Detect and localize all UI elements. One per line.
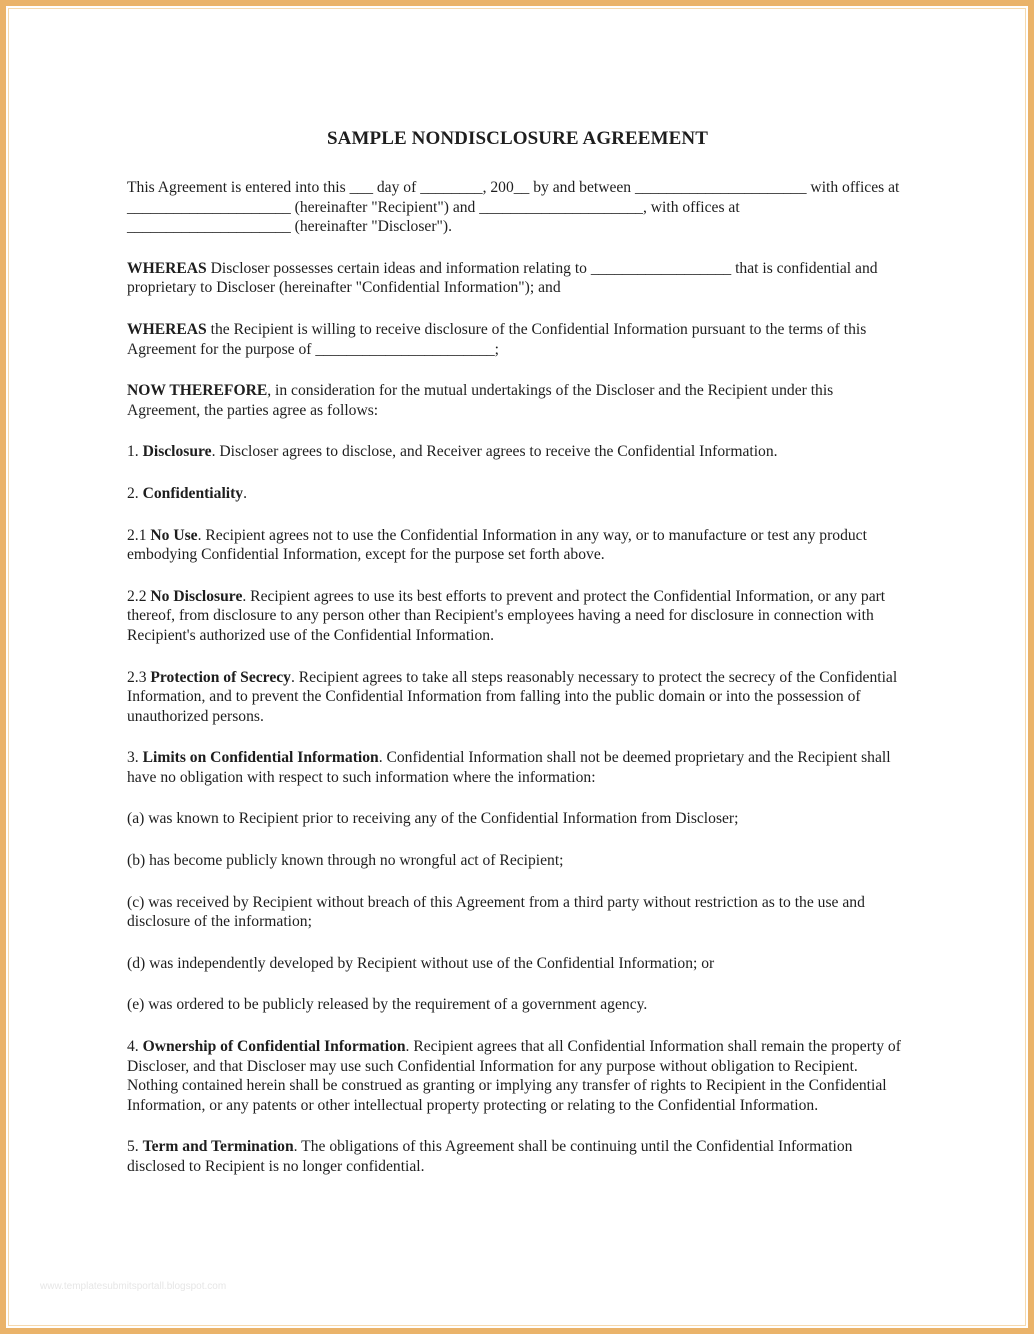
section-2-3-text: . Recipient agrees to take all steps reasonably necessary to protect the secrecy of the Confidential Information, and to prevent the Confidential Information from falling into the public domain or into the possession of unauthorized persons. bbox=[127, 668, 898, 725]
section-2-number: 2. bbox=[127, 484, 143, 502]
section-2-confidentiality bbox=[127, 484, 902, 504]
whereas-lead-2: WHEREAS bbox=[127, 320, 207, 338]
whereas-paragraph-1 bbox=[127, 259, 902, 298]
section-4-number: 4. bbox=[127, 1038, 143, 1056]
section-3-limits bbox=[127, 748, 902, 787]
section-5-text: . The obligations of this Agreement shall be continuing until the Confidential Information disclosed to Recipient is no longer confidential. bbox=[127, 1138, 853, 1175]
section-2-1-text: . Recipient agrees not to use the Confidential Information in any way, or to manufacture or test any product embodying Confidential Information, except for the purpose set forth above. bbox=[127, 526, 867, 564]
section-2-3-number: 2.3 bbox=[127, 668, 151, 686]
section-2-2-no-disclosure bbox=[127, 587, 902, 646]
section-2-1-no-use bbox=[127, 526, 902, 565]
section-2-3-heading: Protection of Secrecy bbox=[150, 668, 291, 686]
section-5-heading: Term and Termination bbox=[142, 1138, 294, 1156]
section-2-text: . bbox=[243, 484, 247, 502]
section-4-ownership bbox=[127, 1037, 902, 1115]
whereas-text-2: the Recipient is willing to receive disclosure of the Confidential Information pursuant to the terms of this Agreement for the purpose of _______________________; bbox=[127, 320, 867, 358]
intro-paragraph: This Agreement is entered into this ___ day of ________, 200__ by and between ______________________ with offices at _____________________ (hereinafter "Recipient") and _____________________, with offices at _____________________ (hereinafter "Discloser"). bbox=[127, 179, 900, 236]
section-4-text: . Recipient agrees that all Confidential Information shall remain the property of Discloser, and that Discloser may use such Confidential Information for any purpose without obligation to Recipient. Nothing contained herein shall be construed as granting or implying any transfer of rights to Recipient in the Confidential Information, or any patents or other intellectual property protecting or relating to the Confidential Information. bbox=[127, 1038, 901, 1114]
list-item-c: (c) was received by Recipient without breach of this Agreement from a third party without restriction as to the use and disclosure of the information; bbox=[127, 893, 865, 931]
whereas-paragraph-2 bbox=[127, 320, 902, 359]
section-1-number: 1. bbox=[127, 443, 143, 461]
section-2-1-heading: No Use bbox=[150, 526, 198, 544]
section-1-text: . Discloser agrees to disclose, and Receiver agrees to receive the Confidential Information. bbox=[211, 443, 778, 461]
whereas-text-1: Discloser possesses certain ideas and information relating to __________________ that is confidential and proprietary to Discloser (hereinafter "Confidential Information"); and bbox=[127, 259, 878, 297]
section-5-number: 5. bbox=[127, 1138, 143, 1156]
section-3-number: 3. bbox=[127, 749, 143, 767]
section-1-heading: Disclosure bbox=[142, 443, 212, 461]
now-therefore-paragraph bbox=[127, 381, 902, 420]
section-3-heading: Limits on Confidential Information bbox=[142, 749, 379, 767]
whereas-lead-1: WHEREAS bbox=[127, 259, 207, 277]
section-5-term-and-termination bbox=[127, 1137, 902, 1176]
section-2-3-protection-of-secrecy bbox=[127, 668, 902, 727]
now-therefore-text: , in consideration for the mutual undertakings of the Discloser and the Recipient under this Agreement, the parties agree as follows: bbox=[127, 382, 834, 419]
section-2-2-text: . Recipient agrees to use its best efforts to prevent and protect the Confidential Information, or any part thereof, from disclosure to any person other than Recipient's employees having a need for disclosure in connection with Recipient's authorized use of the Confidential Information. bbox=[127, 587, 886, 644]
list-item-d: (d) was independently developed by Recipient without use of the Confidential Information; or bbox=[127, 954, 715, 972]
section-4-heading: Ownership of Confidential Information bbox=[142, 1038, 406, 1056]
watermark-text: www.templatesubmitsportall.blogspot.com bbox=[40, 1281, 227, 1292]
document-page bbox=[127, 126, 902, 1199]
now-therefore-lead: NOW THEREFORE bbox=[127, 382, 268, 400]
section-2-2-number: 2.2 bbox=[127, 587, 151, 605]
section-2-heading: Confidentiality bbox=[142, 484, 244, 502]
list-item-a: (a) was known to Recipient prior to receiving any of the Confidential Information from Discloser; bbox=[127, 810, 739, 828]
section-2-1-number: 2.1 bbox=[127, 526, 151, 544]
section-1-disclosure bbox=[127, 442, 902, 462]
list-item-e: (e) was ordered to be publicly released by the requirement of a government agency. bbox=[127, 996, 648, 1014]
list-item-b: (b) has become publicly known through no wrongful act of Recipient; bbox=[127, 852, 564, 870]
section-3-text: . Confidential Information shall not be deemed proprietary and the Recipient shall have no obligation with respect to such information where the information: bbox=[127, 749, 891, 786]
document-title: SAMPLE NONDISCLOSURE AGREEMENT bbox=[327, 128, 708, 149]
section-2-2-heading: No Disclosure bbox=[150, 587, 243, 605]
